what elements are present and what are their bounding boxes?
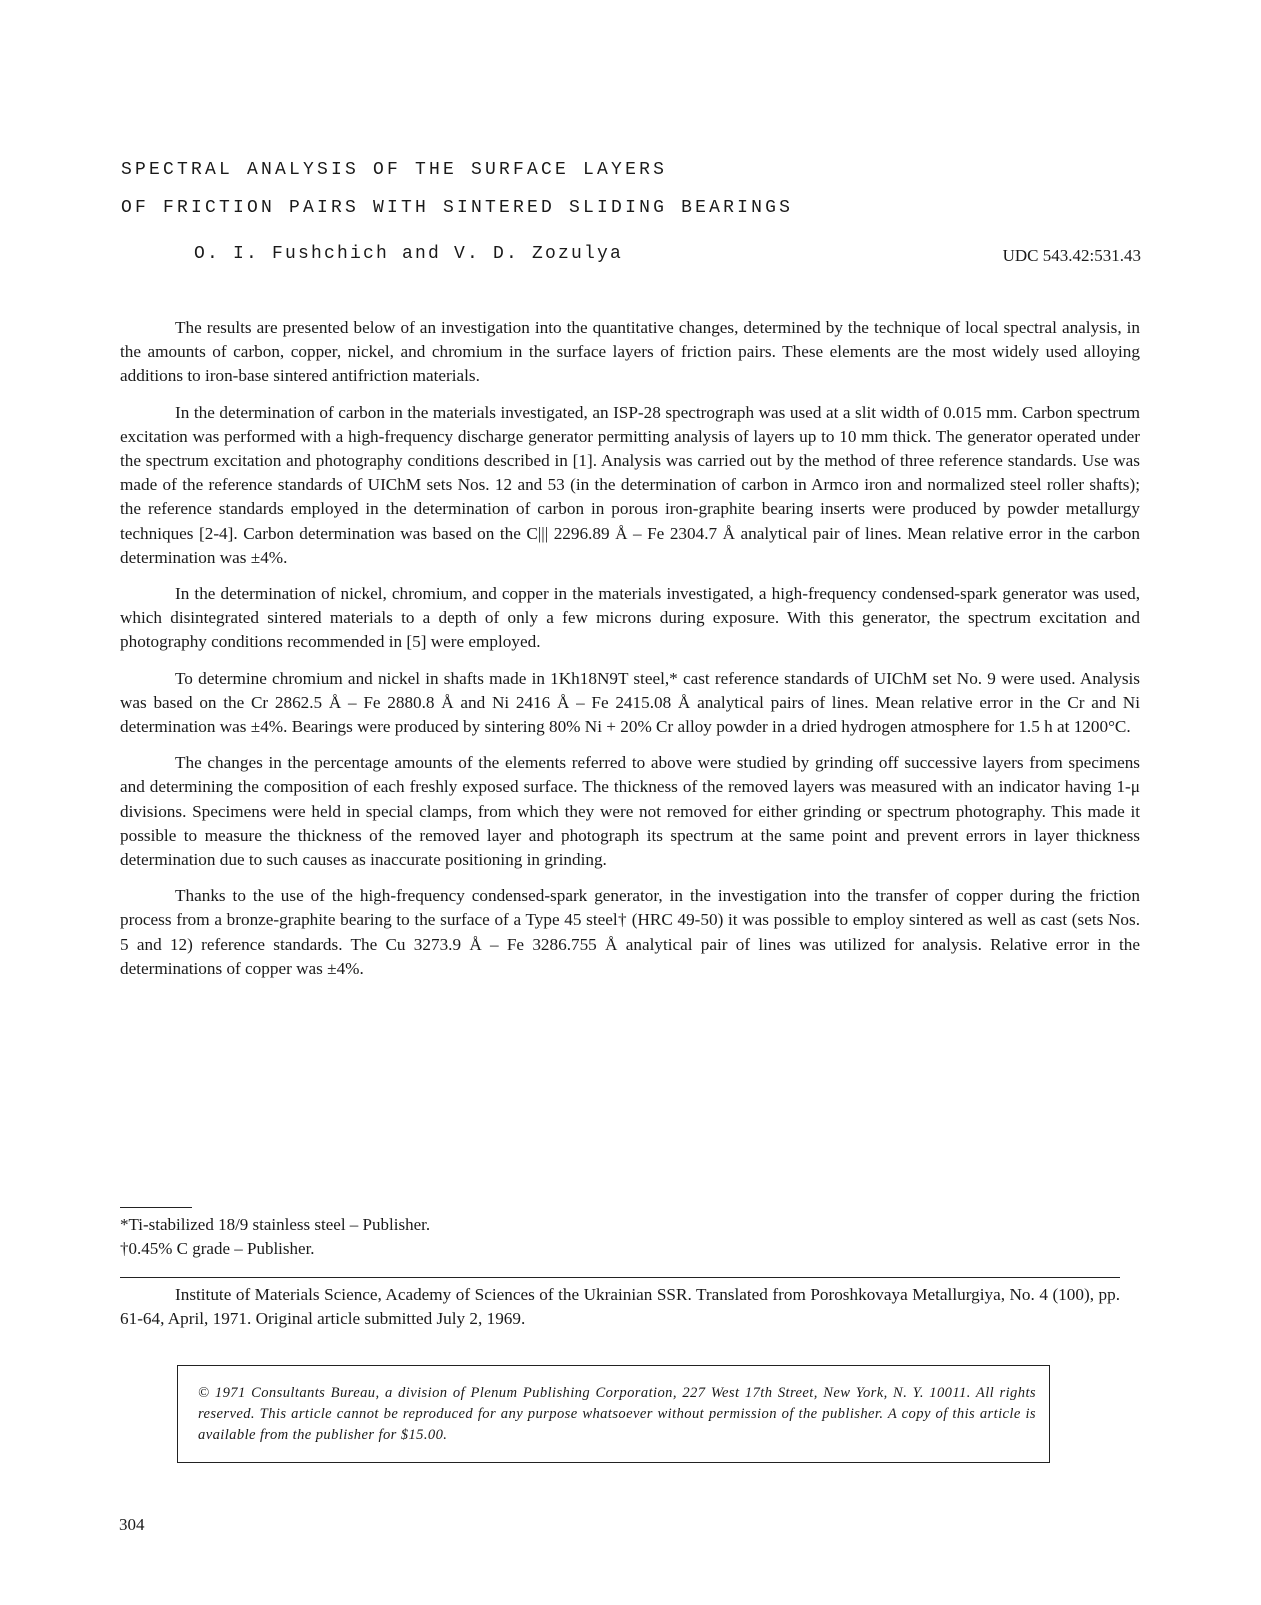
footnote-dagger: †0.45% C grade – Publisher. xyxy=(120,1239,315,1258)
paragraph-intro: The results are presented below of an investigation into the quantitative changes, determined by the technique of local spectral analysis, in the amounts of carbon, copper, nickel, and chromium in the surface layers of friction pairs. These elements are the most widely used alloying additions to iron-base sintered antifriction materials. xyxy=(120,318,1140,386)
footnote-divider xyxy=(120,1207,192,1208)
paragraph-nickel-chromium-copper: In the determination of nickel, chromium, and copper in the materials investigated, a high-frequency condensed-spark generator was used, which disintegrated sintered materials to a depth of only a few microns during exposure. With this generator, the spectrum excitation and photography conditions recommended in [5] were employed. xyxy=(120,584,1140,652)
footnote-star: *Ti-stabilized 18/9 stainless steel – Publisher. xyxy=(120,1215,431,1234)
institute-note: Institute of Materials Science, Academy of Sciences of the Ukrainian SSR. Translated from Poroshkovaya Metallurgiya, No. 4 (100), pp. 61-64, April, 1971. Original article submitted July 2, 1969. xyxy=(120,1285,1120,1328)
udc-code: UDC 543.42:531.43 xyxy=(1002,246,1141,265)
paragraph-layer-grinding: The changes in the percentage amounts of the elements referred to above were studied by grinding off successive layers from specimens and determining the composition of each freshly exposed surface. The thickness of the removed layers was measured with an indicator having 1-μ divisions. Specimens were held in special clamps, from which they were not removed for either grinding or spectrum photography. This made it possible to measure the thickness of the removed layer and photograph its spectrum at the same point and prevent errors in layer thickness determination due to such causes as inaccurate positioning in grinding. xyxy=(120,753,1140,870)
paragraph-shafts: To determine chromium and nickel in shafts made in 1Kh18N9T steel,* cast reference standards of UIChM set No. 9 were used. Analysis was based on the Cr 2862.5 Å – Fe 2880.8 Å and Ni 2416 Å – Fe 2415.08 Å analytical pairs of lines. Mean relative error in the Cr and Ni determination was ±4%. Bearings were produced by sintering 80% Ni + 20% Cr alloy powder in a dried hydrogen atmosphere for 1.5 h at 1200°C. xyxy=(120,668,1140,737)
article-title-line-1: SPECTRAL ANALYSIS OF THE SURFACE LAYERS xyxy=(121,160,668,180)
article-authors: O. I. Fushchich and V. D. Zozulya xyxy=(194,244,624,264)
page-number: 304 xyxy=(119,1515,145,1534)
paragraph-copper-transfer: Thanks to the use of the high-frequency condensed-spark generator, in the investigation into the transfer of copper during the friction process from a bronze-graphite bearing to the surface of a Type 45 steel† (HRC 49-50) it was possible to employ sintered as well as cast (sets Nos. 5 and 12) reference standards. The Cu 3273.9 Å – Fe 3286.755 Å analytical pair of lines was utilized for analysis. Relative error in the determinations of copper was ±4%. xyxy=(120,886,1140,978)
footnotes xyxy=(120,1213,430,1261)
article-body xyxy=(120,316,1140,993)
article-title-line-2: OF FRICTION PAIRS WITH SINTERED SLIDING BEARINGS xyxy=(121,198,794,218)
institute-divider xyxy=(120,1277,1120,1278)
copyright-box xyxy=(177,1365,1050,1463)
copyright-notice: © 1971 Consultants Bureau, a division of Plenum Publishing Corporation, 227 West 17th Street, New York, N. Y. 10011. All rights reserved. This article cannot be reproduced for any purpose whatsoever without permission of the publisher. A copy of this article is available from the publisher for $15.00. xyxy=(198,1385,1036,1443)
paragraph-carbon: In the determination of carbon in the materials investigated, an ISP-28 spectrograph was used at a slit width of 0.015 mm. Carbon spectrum excitation was performed with a high-frequency discharge generator permitting analysis of layers up to 10 mm thick. The generator operated under the spectrum excitation and photography conditions described in [1]. Analysis was carried out by the method of three reference standards. Use was made of the reference standards of UIChM sets Nos. 12 and 53 (in the determination of carbon in Armco iron and normalized steel roller shafts); the reference standards employed in the determination of carbon in porous iron-graphite bearing inserts were produced by powder metallurgy techniques [2-4]. Carbon determination was based on the C||| 2296.89 Å – Fe 2304.7 Å analytical pair of lines. Mean relative error in the carbon determination was ±4%. xyxy=(120,402,1140,567)
